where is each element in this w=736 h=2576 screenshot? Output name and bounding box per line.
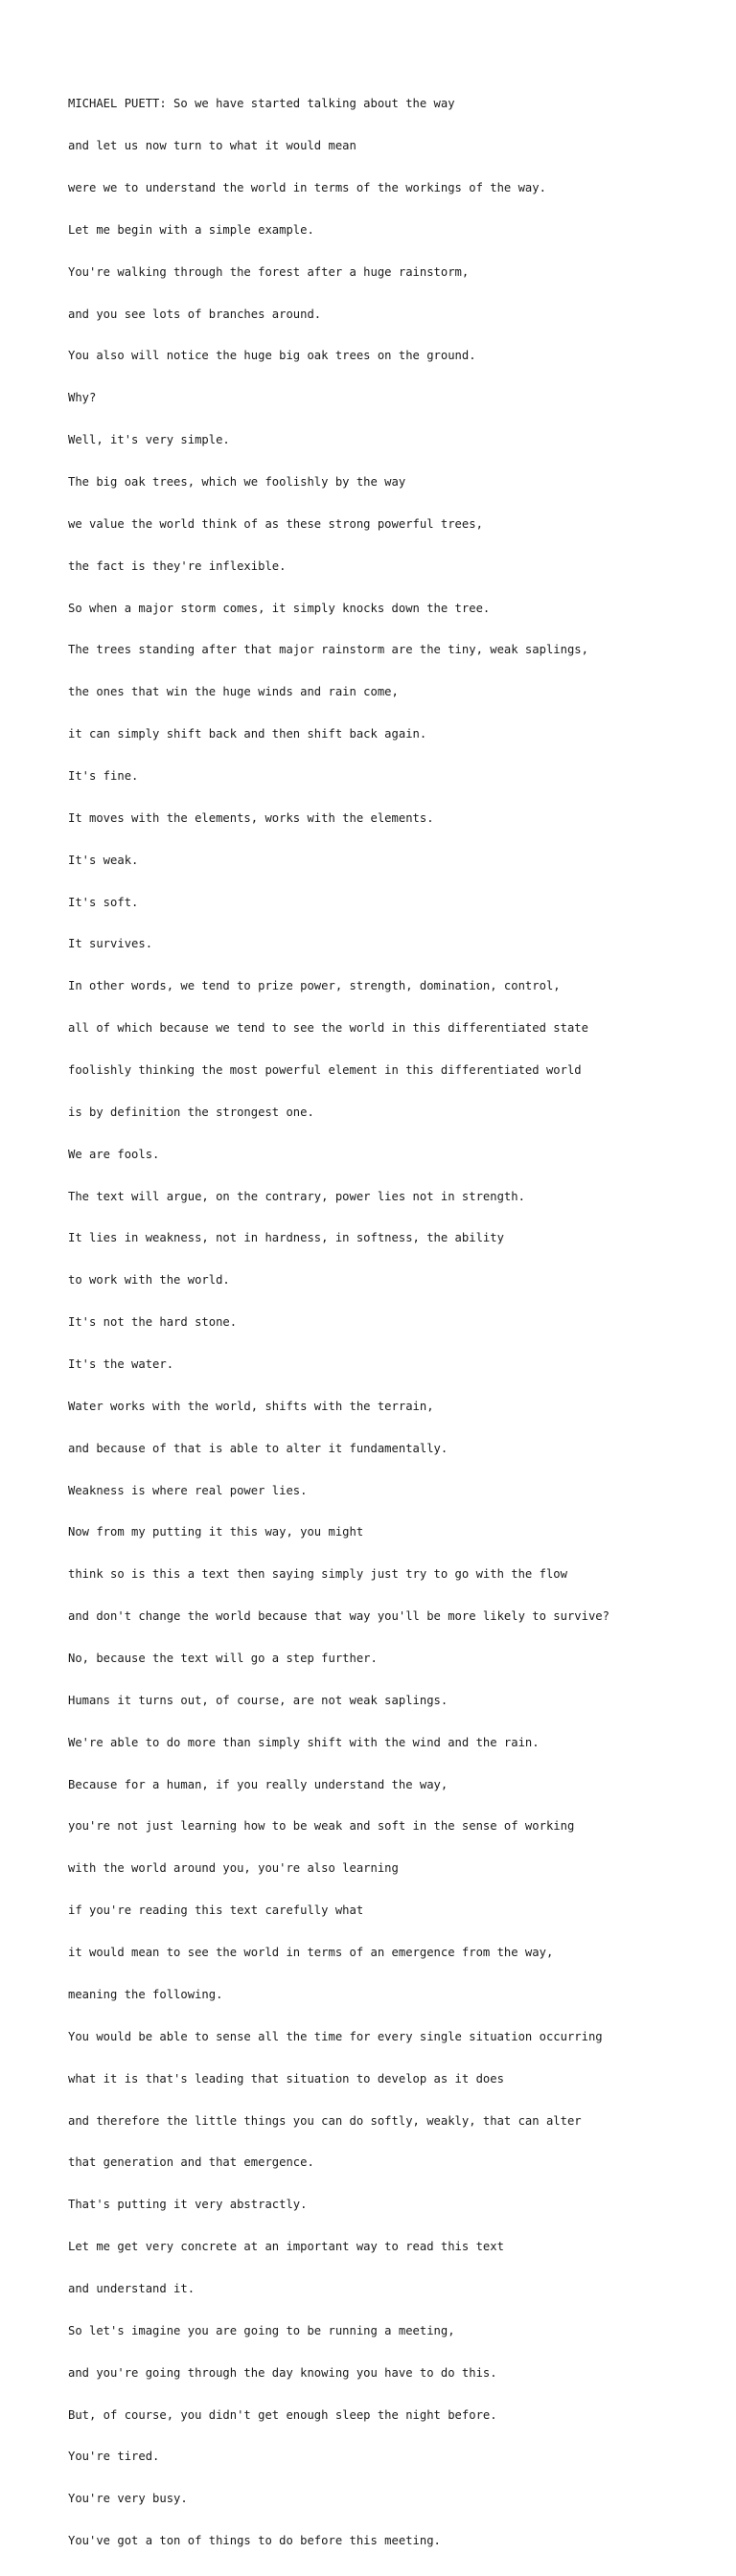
text-line: That's putting it very abstractly. — [68, 2198, 308, 2212]
text-line: what it is that's leading that situation to develop as it does — [68, 2071, 504, 2086]
text-line: is by definition the strongest one. — [68, 1105, 314, 1119]
text-line: You've got a ton of things to do before this meeting. — [68, 2534, 441, 2548]
text-line: You're very busy. — [68, 2492, 188, 2506]
text-line: It's the water. — [68, 1357, 174, 1372]
text-line: You're walking through the forest after a huge rainstorm, — [68, 264, 470, 279]
text-line: Let me begin with a simple example. — [68, 222, 314, 237]
text-line: the fact is they're inflexible. — [68, 559, 287, 573]
text-line: Now from my putting it this way, you might — [68, 1525, 364, 1539]
text-line: We're able to do more than simply shift with the wind and the rain. — [68, 1735, 540, 1749]
text-line: and you see lots of branches around. — [68, 307, 322, 321]
text-line: We are fools. — [68, 1147, 160, 1161]
text-line: with the world around you, you're also learning — [68, 1861, 399, 1876]
text-line: The big oak trees, which we foolishly by the way — [68, 474, 406, 489]
text-line: In other words, we tend to prize power, strength, domination, control, — [68, 979, 561, 993]
text-line: and let us now turn to what it would mean — [68, 139, 356, 153]
text-line: It lies in weakness, not in hardness, in softness, the ability — [68, 1231, 504, 1245]
text-line: It's fine. — [68, 769, 139, 783]
text-line: MICHAEL PUETT: So we have started talking about the way — [68, 97, 455, 111]
text-line: It's not the hard stone. — [68, 1315, 238, 1330]
text-line: foolishly thinking the most powerful element in this differentiated world — [68, 1063, 582, 1078]
text-line: It's soft. — [68, 895, 139, 909]
text-line: the ones that win the huge winds and rain come, — [68, 685, 399, 699]
text-line: think so is this a text then saying simply just try to go with the flow — [68, 1567, 567, 1582]
text-line: The trees standing after that major rainstorm are the tiny, weak saplings, — [68, 643, 588, 657]
text-line: It's weak. — [68, 853, 139, 867]
text-line: and because of that is able to alter it fundamentally. — [68, 1441, 448, 1455]
text-line: Let me get very concrete at an important way to read this text — [68, 2240, 504, 2254]
text-line: to work with the world. — [68, 1273, 230, 1288]
text-line: we value the world think of as these strong powerful trees, — [68, 516, 483, 531]
text-line: You would be able to sense all the time for every single situation occurring — [68, 2029, 603, 2043]
transcript-text — [68, 69, 729, 2576]
text-line: that generation and that emergence. — [68, 2155, 314, 2170]
text-line: You're tired. — [68, 2450, 160, 2464]
text-line: It moves with the elements, works with the elements. — [68, 810, 434, 825]
text-line: Well, it's very simple. — [68, 433, 230, 447]
text-line: So let's imagine you are going to be running a meeting, — [68, 2323, 455, 2337]
text-line: So when a major storm comes, it simply knocks down the tree. — [68, 601, 491, 615]
text-line: Why? — [68, 391, 97, 405]
text-line: Weakness is where real power lies. — [68, 1483, 308, 1497]
text-line: It survives. — [68, 937, 153, 951]
text-line: and you're going through the day knowing you have to do this. — [68, 2365, 497, 2380]
text-line: all of which because we tend to see the world in this differentiated state — [68, 1021, 588, 1036]
text-line: and therefore the little things you can do softly, weakly, that can alter — [68, 2113, 582, 2128]
text-line: The text will argue, on the contrary, power lies not in strength. — [68, 1189, 525, 1203]
text-line: were we to understand the world in terms of the workings of the way. — [68, 180, 546, 194]
text-line: Water works with the world, shifts with the terrain, — [68, 1399, 434, 1413]
text-line: You also will notice the huge big oak trees on the ground. — [68, 349, 476, 363]
text-line: meaning the following. — [68, 1987, 223, 2001]
text-line: Humans it turns out, of course, are not weak saplings. — [68, 1693, 448, 1707]
text-line: But, of course, you didn't get enough sleep the night before. — [68, 2407, 497, 2422]
text-line: Because for a human, if you really understand the way, — [68, 1777, 448, 1791]
text-line: and don't change the world because that way you'll be more likely to survive? — [68, 1609, 610, 1624]
text-line: if you're reading this text carefully what — [68, 1904, 364, 1918]
text-line: it can simply shift back and then shift back again. — [68, 727, 427, 741]
text-line: it would mean to see the world in terms of an emergence from the way, — [68, 1946, 554, 1960]
text-line: and understand it. — [68, 2281, 196, 2295]
text-line: No, because the text will go a step further. — [68, 1652, 378, 1666]
text-line: you're not just learning how to be weak and soft in the sense of working — [68, 1819, 575, 1834]
